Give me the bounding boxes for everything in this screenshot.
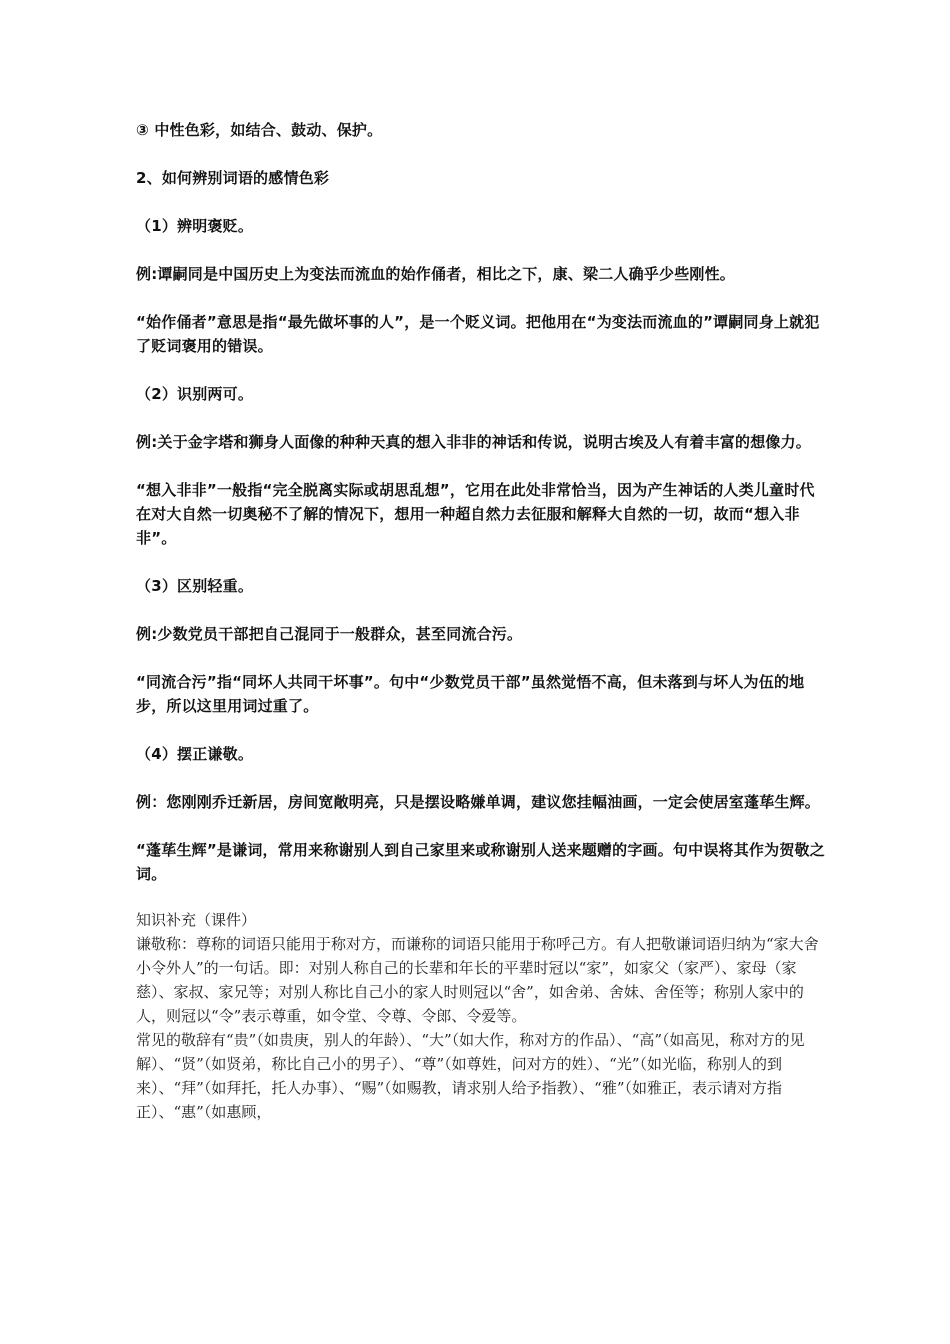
explanation-paragraph-3: “同流合污”指“同坏人共同干坏事”。句中“少数党员干部”虽然觉悟不高，但未落到与坏人为伍的地步，所以这里用词过重了。 (136, 673, 805, 715)
supplement-heading: 知识补充（课件） (136, 911, 257, 929)
explanation-paragraph-1: “始作俑者”意思是指“最先做坏事的人”，是一个贬义词。把他用在“为变法而流血的”谭嗣同身上就犯了贬词褒用的错误。 (136, 313, 820, 355)
example-paragraph-1: 例:谭嗣同是中国历史上为变法而流血的始作俑者，相比之下，康、梁二人确乎少些刚性。 (136, 265, 736, 283)
section-heading-how-to-identify: 2、如何辨别词语的感情色彩 (136, 169, 330, 187)
example-paragraph-3: 例:少数党员干部把自己混同于一般群众，甚至同流合污。 (136, 625, 523, 643)
subheading-weight: （3）区别轻重。 (136, 577, 254, 595)
knowledge-supplement (136, 908, 826, 1124)
subheading-two-ways: （2）识别两可。 (136, 385, 254, 403)
explanation-paragraph-4: “蓬荜生辉”是谦词，常用来称谢别人到自己家里来或称谢别人送来题赠的字画。句中误将其作为贺敬之词。 (136, 841, 825, 883)
subheading-praise-blame: （1）辨明褒贬。 (136, 217, 254, 235)
example-paragraph-4: 例：您刚刚乔迁新居，房间宽敞明亮，只是摆设略嫌单调，建议您挂幅油画，一定会使居室蓬荜生辉。 (136, 793, 821, 811)
document-page (136, 118, 826, 1124)
explanation-paragraph-2: “想入非非”一般指“完全脱离实际或胡思乱想”，它用在此处非常恰当，因为产生神话的人类儿童时代在对大自然一切奥秘不了解的情况下，想用一种超自然力去征服和解释大自然的一切，故而“想入非非”。 (136, 481, 815, 547)
paragraph-neutral-color: ③ 中性色彩，如结合、鼓动、保护。 (136, 121, 383, 139)
subheading-modesty-respect: （4）摆正谦敬。 (136, 745, 254, 763)
supplement-paragraph-2: 常见的敬辞有“贵”（如贵庚，别人的年龄）、“大”（如大作，称对方的作品）、“高”（如高见，称对方的见解）、“贤”（如贤弟，称比自己小的男子）、“尊”（如尊姓，问对方的姓）、“光”（如光临，称别人的到来）、“拜”（如拜托，托人办事）、“赐”（如赐教，请求别人给予指教）、“雅”（如雅正，表示请对方指正）、“惠”（如惠顾， (136, 1031, 805, 1121)
supplement-paragraph-1: 谦敬称：尊称的词语只能用于称对方，而谦称的词语只能用于称呼己方。有人把敬谦词语归纳为“家大舍小令外人”的一句话。即：对别人称自己的长辈和年长的平辈时冠以“家”，如家父（家严）、家母（家慈）、家叔、家兄等；对别人称比自己小的家人时则冠以“舍”，如舍弟、舍妹、舍侄等；称别人家中的人，则冠以“令”表示尊重，如令堂、令尊、令郎、令爱等。 (136, 935, 819, 1025)
example-paragraph-2: 例:关于金字塔和狮身人面像的种种天真的想入非非的神话和传说，说明古埃及人有着丰富的想像力。 (136, 433, 812, 451)
